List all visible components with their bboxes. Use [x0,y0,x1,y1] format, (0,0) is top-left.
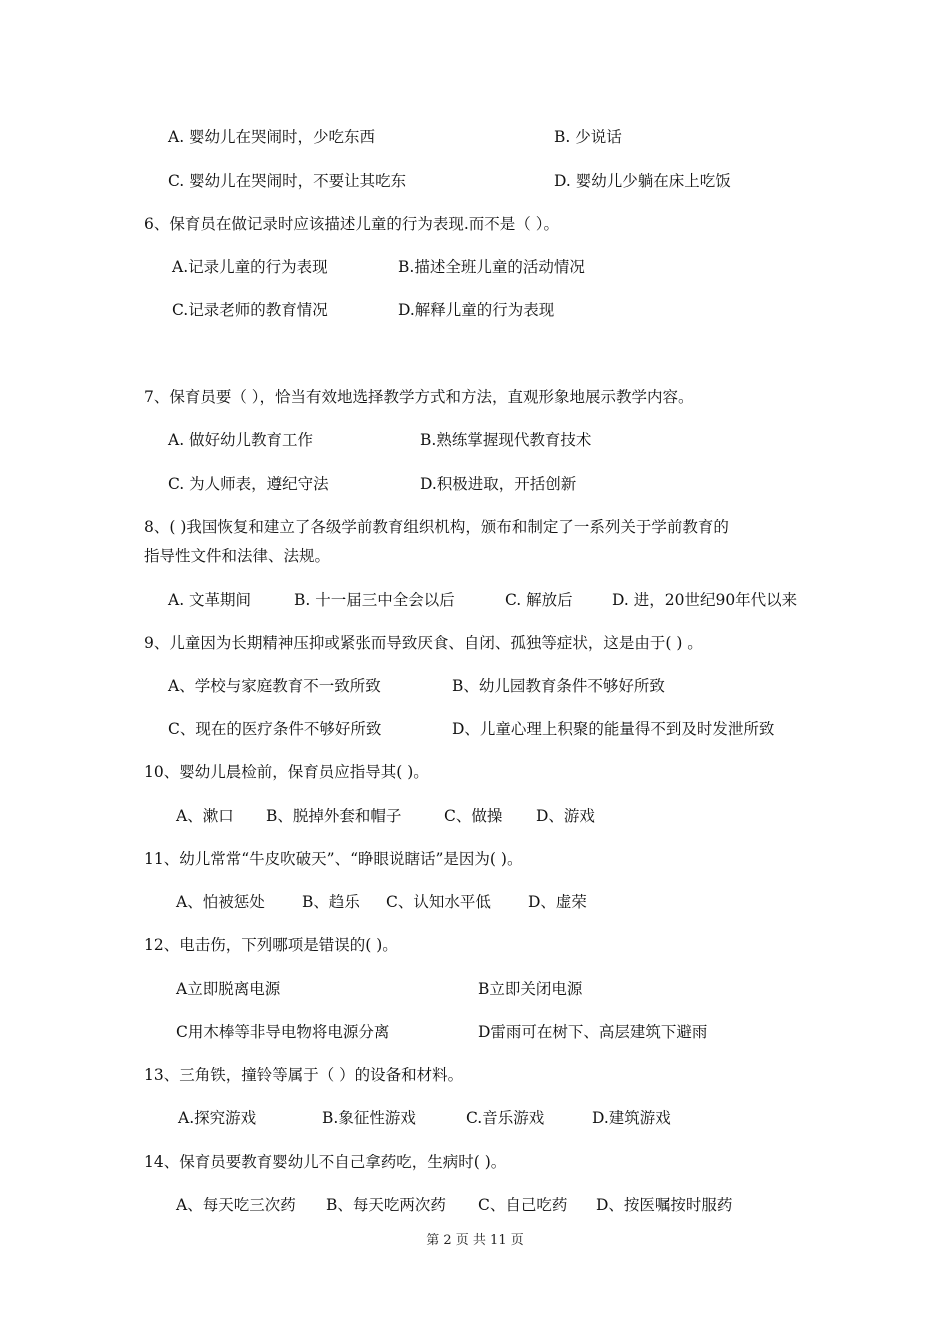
option-line: B.象征性游戏 [322,1109,416,1127]
option-line: D、游戏 [536,807,595,825]
option-line: A.记录儿童的行为表现 [172,258,328,276]
option-line: D.积极进取，开括创新 [420,475,577,493]
option-line: C. 婴幼儿在哭闹时，不要让其吃东 [168,172,407,190]
page-number-footer: 第 2 页 共 11 页 [426,1233,524,1248]
option-line: B立即关闭电源 [478,980,583,998]
option-line: D、儿童心理上积聚的能量得不到及时发泄所致 [452,720,775,738]
option-line: B、每天吃两次药 [326,1196,446,1214]
option-line: B、幼儿园教育条件不够好所致 [452,677,665,695]
option-line: D. 婴幼儿少躺在床上吃饭 [554,172,731,190]
option-line: C、认知水平低 [386,893,491,911]
option-line: C、现在的医疗条件不够好所致 [168,720,382,738]
option-line: A、每天吃三次药 [176,1196,296,1214]
question-line: 14、保育员要教育婴幼儿不自己拿药吃，生病时( )。 [144,1153,507,1171]
option-line: A. 文革期间 [168,591,252,609]
option-line: B. 十一届三中全会以后 [294,591,455,609]
option-line: D雷雨可在树下、高层建筑下避雨 [478,1023,708,1041]
option-line: B.描述全班儿童的活动情况 [398,258,585,276]
question-line: 11、幼儿常常“牛皮吹破天”、“睁眼说瞎话”是因为( )。 [144,850,523,868]
option-line: B、脱掉外套和帽子 [266,807,402,825]
option-line: D、按医嘱按时服药 [596,1196,733,1214]
option-line: A、怕被惩处 [176,893,265,911]
option-line: A. 婴幼儿在哭闹时，少吃东西 [168,128,376,146]
option-line: A、漱口 [176,807,234,825]
option-line: C.音乐游戏 [466,1109,545,1127]
option-line: D. 进，20世纪90年代以来 [612,591,798,609]
option-line: B.熟练掌握现代教育技术 [420,431,592,449]
option-line: C用木棒等非导电物将电源分离 [176,1023,390,1041]
option-line: B、趋乐 [302,893,360,911]
option-line: A. 做好幼儿教育工作 [168,431,314,449]
option-line: A立即脱离电源 [176,980,281,998]
question-line: 10、婴幼儿晨检前，保育员应指导其( )。 [144,763,429,781]
option-line: D、虚荣 [528,893,587,911]
option-line: D.建筑游戏 [592,1109,671,1127]
question-line: 7、保育员要（ ），恰当有效地选择教学方式和方法，直观形象地展示教学内容。 [144,388,694,406]
question-line: 13、三角铁，撞铃等属于（ ）的设备和材料。 [144,1066,464,1084]
option-line: B. 少说话 [554,128,622,146]
question-line: 12、电击伤，下列哪项是错误的( )。 [144,936,398,954]
question-line: 指导性文件和法律、法规。 [144,547,331,565]
option-line: A.探究游戏 [178,1109,257,1127]
option-line: C、自己吃药 [478,1196,568,1214]
option-line: C. 解放后 [505,591,573,609]
option-line: D.解释儿童的行为表现 [398,301,555,319]
option-line: A、学校与家庭教育不一致所致 [168,677,381,695]
question-line: 9、儿童因为长期精神压抑或紧张而导致厌食、自闭、孤独等症状，这是由于( ) 。 [144,634,703,652]
option-line: C. 为人师表，遵纪守法 [168,475,329,493]
question-line: 6、保育员在做记录时应该描述儿童的行为表现.而不是（ ）。 [144,215,559,233]
question-line: 8、( )我国恢复和建立了各级学前教育组织机构，颁布和制定了一系列关于学前教育的 [144,518,729,536]
option-line: C、做操 [444,807,503,825]
option-line: C.记录老师的教育情况 [172,301,328,319]
